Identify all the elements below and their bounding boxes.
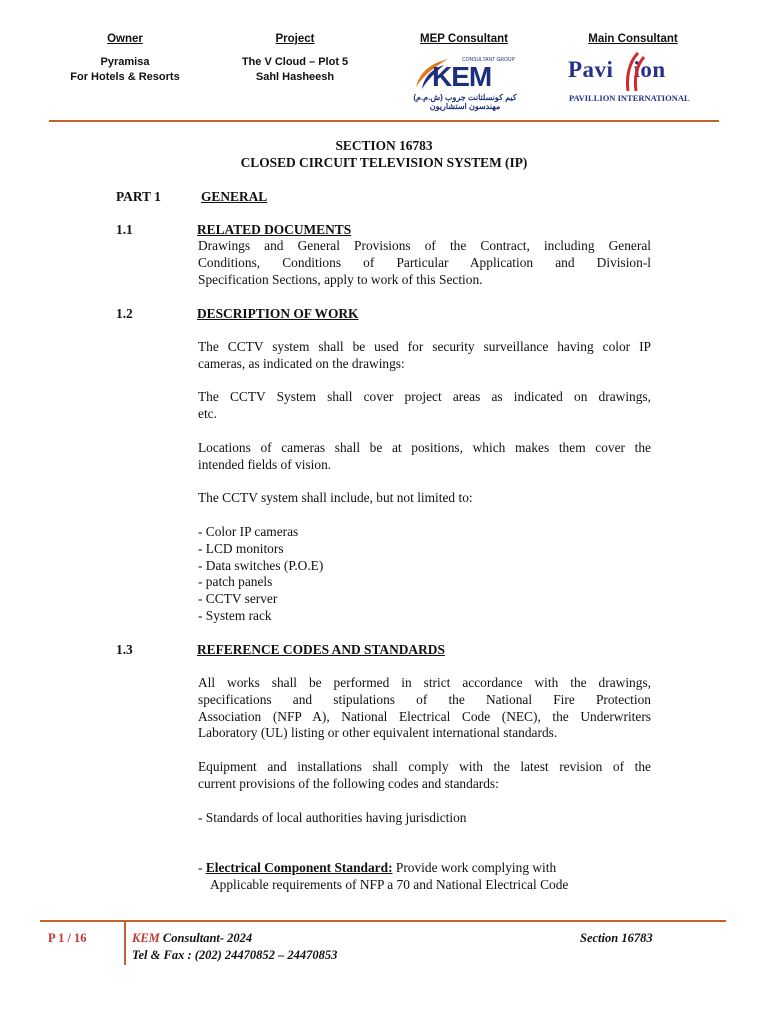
part-title: GENERAL xyxy=(201,189,268,204)
project-role: Project xyxy=(275,33,315,45)
footer-divider xyxy=(40,920,726,922)
kem-logo-text: KEM xyxy=(432,61,492,92)
section-1-3-para-3: - Standards of local authorities having jurisdiction xyxy=(198,810,467,825)
kem-logo-sub: CONSULTANT GROUP xyxy=(462,57,515,63)
electrical-standard-label: Electrical Component Standard: xyxy=(205,860,393,875)
footer-company: KEM Consultant- 2024 xyxy=(132,931,253,945)
project-line1: The V Cloud – Plot 5 xyxy=(241,56,349,68)
project-line2: Sahl Hasheesh xyxy=(255,71,335,83)
footer-section: Section 16783 xyxy=(580,931,653,945)
list-item: - Data switches (P.O.E) xyxy=(198,557,324,573)
main-role: Main Consultant xyxy=(588,33,678,45)
page-number: P 1 / 16 xyxy=(48,931,87,945)
section-title: CLOSED CIRCUIT TELEVISION SYSTEM (IP) xyxy=(240,155,528,170)
part-number: PART 1 xyxy=(116,189,161,204)
list-item: - Color IP cameras xyxy=(198,524,299,539)
pavillion-logo-sub: PAVILLION INTERNATIONAL xyxy=(569,93,690,103)
header-project xyxy=(215,33,375,85)
header-mep xyxy=(396,33,532,111)
footer-contact: Tel & Fax : (202) 24470852 – 24470853 xyxy=(132,948,338,962)
list-item: - LCD monitors xyxy=(198,540,284,556)
owner-line2: For Hotels & Resorts xyxy=(70,71,180,83)
section-1-1-title: RELATED DOCUMENTS xyxy=(197,222,352,237)
header-divider xyxy=(49,120,719,122)
pavillion-logo xyxy=(566,57,700,105)
mep-role: MEP Consultant xyxy=(420,33,508,45)
electrical-standard-para: - Electrical Component Standard: Provide work complying with Applicable requirements of NFP a 70 and National Electrical Code xyxy=(198,860,569,892)
header-owner xyxy=(50,33,200,85)
section-1-2-number: 1.2 xyxy=(116,306,133,321)
pavillion-logo-text: Pavi ion xyxy=(568,57,666,82)
list-item: - CCTV server xyxy=(198,591,278,607)
section-1-2-para-1: The CCTV system shall be used for security surveillance having color IP cameras, as indicated on the drawings: xyxy=(198,339,651,371)
cctv-components-list xyxy=(198,524,323,625)
list-item: - patch panels xyxy=(198,574,273,590)
kem-logo-arabic: كيم كونسلتانت جروب (ش.م.م) مهندسون استشاريون xyxy=(413,93,517,111)
section-1-3-para-2: Equipment and installations shall comply with the latest revision of the current provisions of the following codes and standards: xyxy=(198,759,651,791)
header-main xyxy=(560,33,706,103)
section-1-2-title: DESCRIPTION OF WORK xyxy=(197,306,359,321)
section-1-1-text: Drawings and General Provisions of the Contract, including General Conditions, Conditions of Particular Application and Division-l Specification Sections, apply to work of this Section. xyxy=(198,238,651,287)
list-item: - System rack xyxy=(198,607,272,623)
section-1-3-para-1: All works shall be performed in strict accordance with the drawings, specifications and stipulations of the National Fire Protection Association (NFP A), National Electrical Code (NEC), the Underwriters Laboratory (UL) listing or other equivalent international standards. xyxy=(198,675,651,741)
section-1-1-number: 1.1 xyxy=(116,222,133,237)
section-1-3-number: 1.3 xyxy=(116,642,133,657)
section-1-3-title: REFERENCE CODES AND STANDARDS xyxy=(197,642,445,657)
owner-line1: Pyramisa xyxy=(100,56,150,68)
section-1-2-para-4: The CCTV system shall include, but not limited to: xyxy=(198,490,473,505)
owner-role: Owner xyxy=(107,33,143,45)
pavillion-arc-icon xyxy=(624,51,646,93)
section-number: SECTION 16783 xyxy=(335,138,433,153)
kem-logo xyxy=(406,55,524,111)
section-1-2-para-3: Locations of cameras shall be at positions, which makes them cover the intended fields of vision. xyxy=(198,440,651,472)
footer-vertical-divider xyxy=(124,921,126,965)
section-1-2-para-2: The CCTV System shall cover project areas as indicated on drawings, etc. xyxy=(198,389,651,421)
